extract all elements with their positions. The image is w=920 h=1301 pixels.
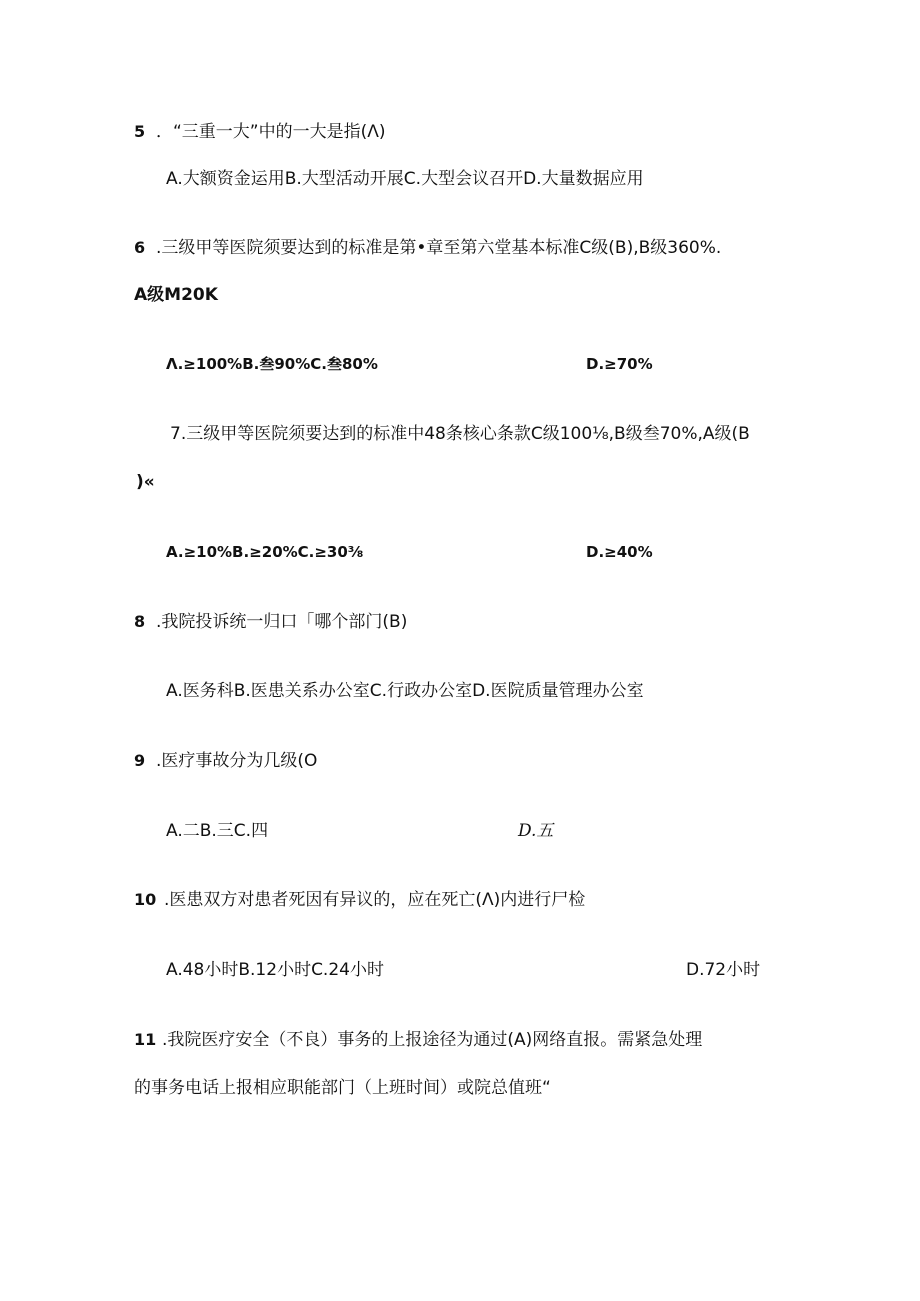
question-options: A.医务科B.医患关系办公室C.行政办公室D.医院质量管理办公室 bbox=[166, 681, 644, 701]
question-options: A.48小时B.12小时C.24小时 bbox=[166, 960, 384, 980]
question-number: 6 bbox=[134, 238, 146, 257]
question-number: 11 bbox=[134, 1030, 157, 1049]
question-options: A.二B.三C.四 bbox=[166, 821, 269, 841]
question-stem-continued: )« bbox=[136, 472, 155, 492]
question-stem: .医患双方对患者死因有异议的，应在死亡(Λ)内进行尸检 bbox=[164, 890, 586, 910]
option-d: D.五 bbox=[518, 821, 554, 841]
question-stem-continued: 的事务电话上报相应职能部门（上班时间）或院总值班“ bbox=[134, 1078, 551, 1098]
question-number: 10 bbox=[134, 890, 157, 909]
question-options: A.大额资金运用B.大型活动开展C.大型会议召开D.大量数据应用 bbox=[166, 169, 644, 189]
question-stem: .我院投诉统一归口「哪个部门(B) bbox=[156, 612, 408, 632]
option-d: D.≥70% bbox=[586, 355, 653, 373]
question-stem: .我院医疗安全（不良）事务的上报途径为通过(A)网络直报。需紧急处理 bbox=[162, 1030, 703, 1050]
option-d: D.≥40% bbox=[586, 543, 653, 561]
question-number: 5 bbox=[134, 122, 146, 141]
question-options: A.≥10%B.≥20%C.≥30⅜ bbox=[166, 543, 364, 561]
question-stem: ．“三重一大”中的一大是指(Λ) bbox=[156, 122, 386, 142]
question-options: Λ.≥100%B.叁90%C.叁80% bbox=[166, 355, 378, 373]
question-stem-continued: A级M20K bbox=[134, 285, 218, 305]
question-stem: .三级甲等医院须要达到的标准是第•章至第六堂基本标准C级(B),B级360%. bbox=[156, 238, 722, 258]
question-stem: .医疗事故分为几级(O bbox=[156, 751, 318, 771]
option-d: D.72小时 bbox=[686, 960, 761, 980]
question-number: 8 bbox=[134, 612, 146, 631]
question-number: 9 bbox=[134, 751, 146, 770]
question-stem: 7.三级甲等医院须要达到的标准中48条核心条款C级100⅛,B级叁70%,A级(B bbox=[170, 424, 750, 444]
